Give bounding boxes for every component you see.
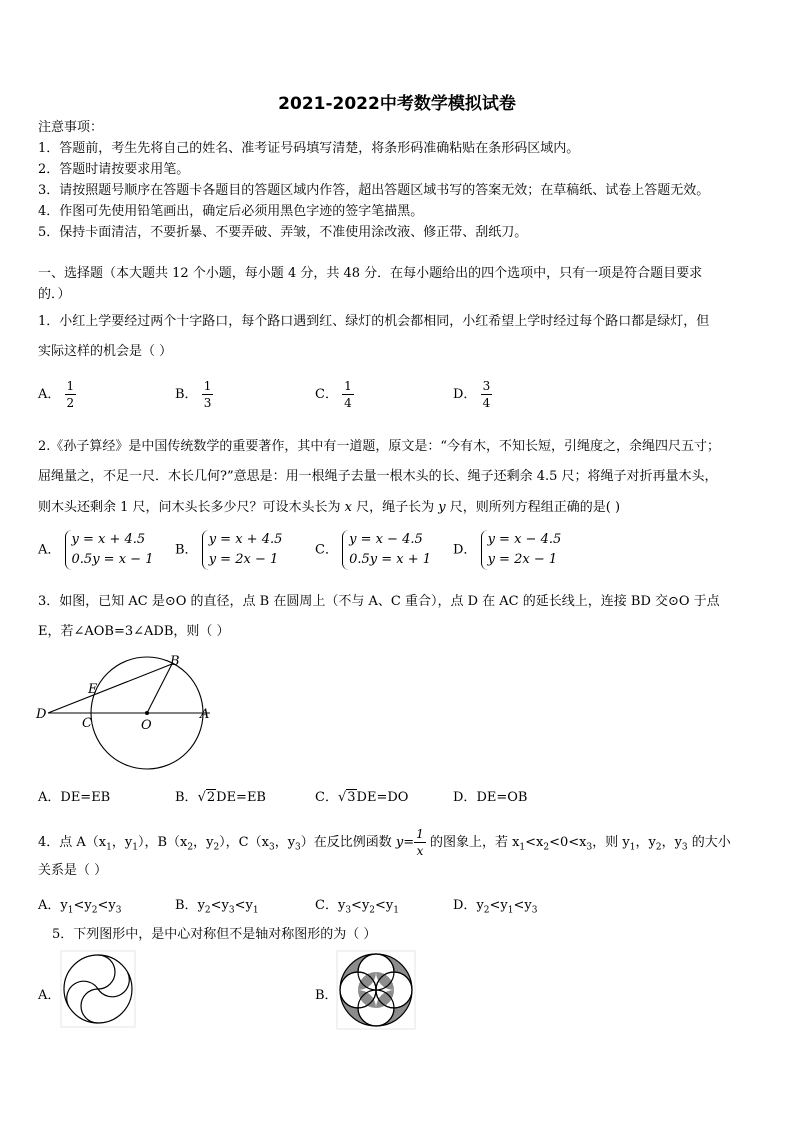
label-c: C	[82, 716, 92, 731]
option-label: C．	[315, 387, 338, 402]
q4-stem-cont: 关系是（ ）	[38, 863, 108, 878]
q2-option-a: A． y = x + 4.5 0.5y = x − 1	[38, 530, 153, 570]
notice-item: 3．请按照题号顺序在答题卡各题目的答题区域内作答，超出答题区域书写的答案无效；在草稿纸、试卷上答题无效。	[38, 183, 710, 198]
q3-circle-figure	[30, 650, 220, 770]
q3-option-b: B．√2DE=EB	[175, 790, 266, 805]
sqrt: √2	[197, 790, 216, 805]
notice-item: 4．作图可先使用铅笔画出，确定后必须用黑色字迹的签字笔描黑。	[38, 204, 424, 219]
q2-option-b: B． y = x + 4.5 y = 2x − 1	[175, 530, 282, 570]
q5-stem: 5．下列图形中，是中心对称但不是轴对称图形的为（ ）	[52, 927, 377, 942]
label-e: E	[88, 682, 98, 697]
q5-option-a-label: A．	[38, 988, 61, 1003]
q5-option-b-label: B．	[315, 988, 338, 1003]
equation-system: y = x + 4.5 0.5y = x − 1	[65, 530, 154, 570]
q4-option-b: B．$y_2<y_3<y_1$	[175, 898, 259, 916]
fraction: $\frac{1}{x}$	[416, 827, 424, 858]
notice-heading: 注意事项：	[38, 120, 104, 135]
label-d: D	[36, 707, 47, 722]
fraction: $\frac{1}{3}$	[203, 379, 212, 410]
sqrt: √3	[337, 790, 356, 805]
equation-system: y = x − 4.5 0.5y = x + 1	[342, 530, 431, 570]
equation-system: y = x − 4.5 y = 2x − 1	[481, 530, 562, 570]
q1-stem-cont: 实际这样的机会是（ ）	[38, 344, 173, 359]
label-b: B	[170, 654, 180, 669]
section-heading-cont: 的．）	[38, 287, 71, 302]
q4-stem: 4．点 $A(x_1$，$y_1$），$B(x_2$，$y_2$），$C(x_3$，$y_3$）在反比例函数 y= $\frac{1}{x}$ 的图象上，若 $x_1<x_2<0<x_3$，则 $y_1$，$y_2$，$y_3$ 的大小	[38, 827, 731, 858]
q5-option-b-figure	[336, 950, 416, 1030]
q2-option-c: C． y = x − 4.5 0.5y = x + 1	[315, 530, 431, 570]
q1-stem: 1．小红上学要经过两个十字路口，每个路口遇到红、绿灯的机会都相同，小红希望上学时经过每个路口都是绿灯，但	[38, 314, 710, 329]
notice-item: 1．答题前，考生先将自己的姓名、准考证号码填写清楚，将条形码准确粘贴在条形码区域内。	[38, 141, 580, 156]
q2-stem-cont: 屈绳量之，不足一尺．木长几何?”意思是：用一根绳子去量一根木头的长、绳子还剩余 4.5 尺；将绳子对折再量木头，	[38, 469, 718, 484]
q3-stem: 3．如图，已知 AC 是⊙O 的直径，点 B 在圆周上（不与 A、C 重合），点 D 在 AC 的延长线上，连接 BD 交⊙O 于点	[38, 594, 720, 609]
q1-option-d	[453, 378, 492, 411]
notice-item: 2．答题时请按要求用笔。	[38, 162, 190, 177]
q1-option-a	[38, 378, 76, 411]
q2-stem-cont2: 则木头还剩余 1 尺，问木头长多少尺？可设木头长为 x 尺，绳子长为 y 尺，则所列方程组正确的是( )	[38, 500, 621, 515]
q3-option-a: A．DE=EB	[38, 790, 111, 805]
label-a: A	[200, 707, 210, 722]
q4-option-c: C．$y_3<y_2<y_1$	[315, 898, 400, 916]
q1-option-c	[315, 378, 354, 411]
equation-system: y = x + 4.5 y = 2x − 1	[202, 530, 283, 570]
fraction: $\frac{1}{4}$	[344, 379, 352, 410]
q4-option-d: D．$y_2<y_1<y_3$	[453, 898, 538, 916]
q2-option-d: D． y = x − 4.5 y = 2x − 1	[453, 530, 561, 570]
q3-stem-cont: E，若∠AOB=3∠ADB，则（ ）	[38, 624, 230, 639]
q4-option-a: A．$y_1<y_2<y_3$	[38, 898, 122, 916]
option-label: D．	[453, 387, 477, 402]
label-o: O	[141, 718, 152, 733]
fraction: $\frac{3}{4}$	[482, 379, 491, 410]
q3-option-c: C．√3DE=DO	[315, 790, 409, 805]
option-label: A．	[38, 387, 61, 402]
page-title: 2021-2022中考数学模拟试卷	[278, 94, 516, 114]
notice-item: 5．保持卡面清洁，不要折暴、不要弄破、弄皱，不准使用涂改液、修正带、刮纸刀。	[38, 225, 528, 240]
q5-option-a-figure	[60, 950, 136, 1028]
q3-option-d: D．DE=OB	[453, 790, 528, 805]
fraction: $\frac{1}{2}$	[66, 379, 75, 410]
q2-stem: 2.《孙子算经》是中国传统数学的重要著作，其中有一道题，原文是：“今有木，不知长短，引绳度之，余绳四尺五寸；	[38, 439, 721, 454]
section-heading: 一、选择题（本大题共 12 个小题，每小题 4 分，共 48 分．在每小题给出的四个选项中，只有一项是符合题目要求	[38, 266, 703, 281]
q1-option-b	[175, 378, 213, 411]
option-label: B．	[175, 387, 198, 402]
